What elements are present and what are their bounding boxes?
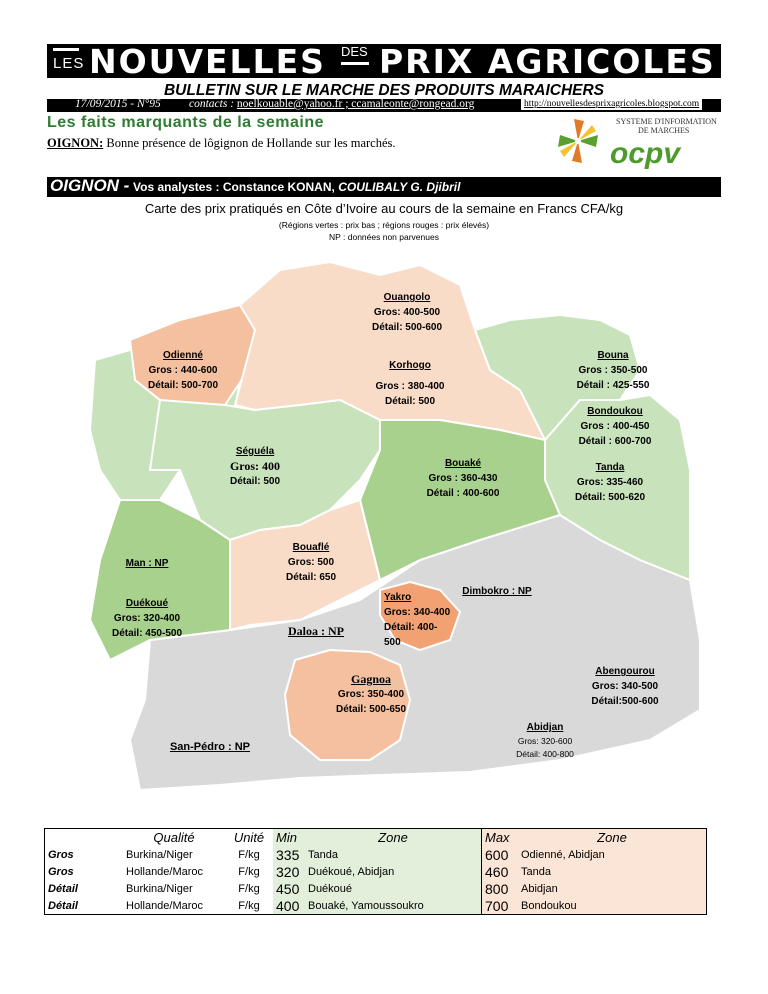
label-tanda: Tanda Gros: 335-460 Détail: 500-620 [574,462,646,503]
label-sanpedro: San-Pédro : NP [169,741,251,753]
band-analysts: Vos analystes : Constance KONAN, COULIBALY G. Djibril [133,180,461,194]
label-bouna: Bouna Gros : 350-500 Détail : 425-550 [576,350,650,391]
label-yakro: Yakro Gros: 340-400 Détail: 400- 500 [384,592,451,648]
pinwheel-icon [558,119,598,163]
headline-product: OIGNON: [47,136,104,150]
logo-name: ocpv [610,137,681,169]
headline [47,136,396,151]
info-bar [47,99,721,112]
contacts: contacts : noelkouable@yahoo.fr ; ccamaleonte@rongead.org [189,98,475,110]
label-man: Man : NP [125,558,169,569]
issue-date: 17/09/2015 - N°95 [75,98,161,110]
masthead-bar [53,48,79,51]
band-product: OIGNON - [50,176,130,195]
logo-line1: SYSTEME D'INFORMATION [616,117,717,126]
map-title: Carte des prix pratiqués en Côte d’Ivoire au cours de la semaine en Francs CFA/kg [144,201,624,216]
masthead-prix-agricoles: PRIX AGRICOLES [379,42,716,81]
label-seguela: Séguéla Gros: 400 Détail: 500 [229,446,281,487]
label-daloa: Daloa : NP [288,624,344,638]
label-bouake: Bouaké Gros : 360-430 Détail : 400-600 [426,458,500,499]
label-ouangolo: Ouangolo Gros: 400-500 Détail: 500-600 [371,292,443,333]
table-row: Gros Hollande/Maroc F/kg 320 Duékoué, Abidjan 460 Tanda [45,863,707,880]
masthead-des-bar [341,62,369,65]
table-row: Détail Hollande/Maroc F/kg 400 Bouaké, Yamoussoukro 700 Bondoukou [45,897,707,915]
label-bouafle: Bouaflé Gros: 500 Détail: 650 [285,542,337,583]
label-odienne: Odienné Gros : 440-600 Détail: 500-700 [147,350,219,391]
summary-table [44,828,718,915]
label-abengourou: Abengourou Gros: 340-500 Détail:500-600 [591,666,659,707]
label-abidjan: Abidjan Gros: 320-600 Détail: 400-800 [516,722,574,759]
section-title: Les faits marquants de la semaine [47,114,325,131]
table-header: Qualité Unité Min Zone Max Zone [45,829,707,847]
label-duekoue: Duékoué Gros: 320-400 Détail: 450-500 [111,598,183,639]
headline-text: Bonne présence de lôgignon de Hollande sur les marchés. [106,136,396,150]
masthead-nouvelles: NOUVELLES [89,42,326,81]
label-dimbokro: Dimbokro : NP [462,586,532,597]
table-row: Détail Burkina/Niger F/kg 450 Duékoué 800 Abidjan [45,880,707,897]
masthead-des: DES [341,44,368,59]
label-bondoukou: Bondoukou Gros : 400-450 Détail : 600-700 [578,406,652,447]
ocpv-logo [548,113,720,169]
table-row: Gros Burkina/Niger F/kg 335 Tanda 600 Odienné, Abidjan [45,846,707,863]
bulletin-subtitle: BULLETIN SUR LE MARCHE DES PRODUITS MARAICHERS [163,82,605,99]
blog-link[interactable]: http://nouvellesdesprixagricoles.blogspot.com [521,99,702,110]
masthead-les: LES [53,55,85,72]
label-korhogo: Korhogo Gros : 380-400 Détail: 500 [375,360,445,407]
map-note: (Régions vertes : prix bas ; régions rouges : prix élevés) NP : données non parvenues [278,220,490,242]
masthead [47,42,721,81]
label-gagnoa: Gagnoa Gros: 350-400 Détail: 500-650 [335,672,407,715]
logo-line2: DE MARCHES [638,126,690,135]
analysts-band [47,177,721,197]
contact-emails[interactable]: noelkouable@yahoo.fr ; ccamaleonte@rongead.org [236,98,475,110]
